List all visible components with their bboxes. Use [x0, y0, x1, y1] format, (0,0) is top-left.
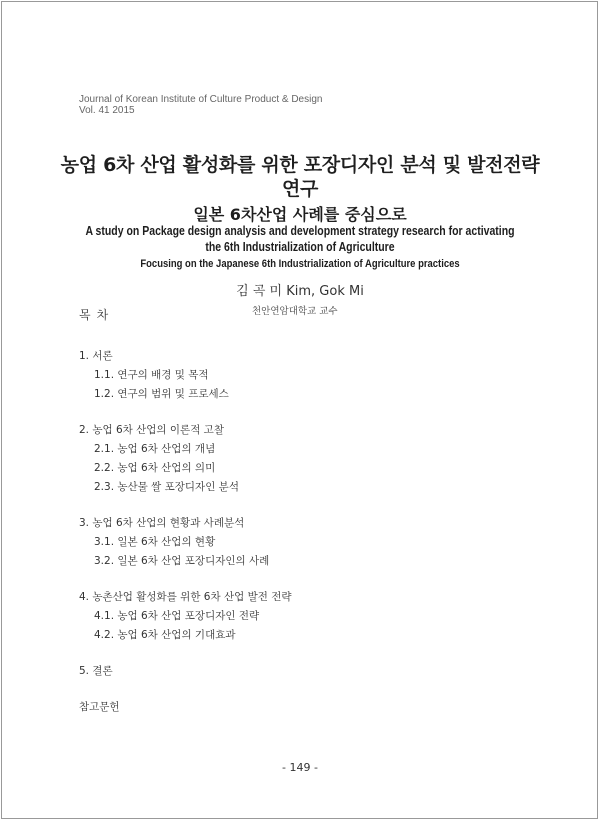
toc-heading: 목차	[79, 308, 115, 322]
toc-section-1[interactable]: 1. 서론	[79, 350, 113, 362]
journal-header	[79, 94, 322, 116]
journal-volume: Vol. 41 2015	[79, 105, 135, 116]
toc-subsection-1-1[interactable]: 1.1. 연구의 배경 및 목적	[94, 369, 209, 381]
toc-references[interactable]: 참고문헌	[79, 701, 120, 713]
title-english-line2: the 6th Industrialization of Agriculture	[205, 240, 395, 254]
toc-subsection-3-1[interactable]: 3.1. 일본 6차 산업의 현황	[94, 536, 216, 548]
toc-subsection-4-1[interactable]: 4.1. 농업 6차 산업 포장디자인 전략	[94, 610, 260, 622]
toc-section-5[interactable]: 5. 결론	[79, 665, 113, 677]
toc-section-3[interactable]: 3. 농업 6차 산업의 현황과 사례분석	[79, 517, 245, 529]
toc-section-4[interactable]: 4. 농촌산업 활성화를 위한 6차 산업 발전 전략	[79, 591, 292, 603]
toc-subsection-4-2[interactable]: 4.2. 농업 6차 산업의 기대효과	[94, 629, 236, 641]
title-korean-line1: 농업 6차 산업 활성화를 위한 포장디자인 분석 및 발전전략	[60, 154, 540, 176]
title-korean-line2: 연구	[281, 178, 319, 200]
toc-subsection-2-1[interactable]: 2.1. 농업 6차 산업의 개념	[94, 443, 216, 455]
journal-name: Journal of Korean Institute of Culture Product & Design	[79, 94, 323, 105]
author-affiliation: 천안연암대학교 교수	[252, 306, 338, 317]
table-of-contents	[79, 347, 292, 717]
toc-section-2[interactable]: 2. 농업 6차 산업의 이론적 고찰	[79, 424, 224, 436]
subtitle-korean: 일본 6차산업 사례를 중심으로	[193, 205, 407, 224]
toc-subsection-3-2[interactable]: 3.2. 일본 6차 산업 포장디자인의 사례	[94, 555, 270, 567]
toc-subsection-2-3[interactable]: 2.3. 농산물 쌀 포장디자인 분석	[94, 481, 239, 493]
toc-subsection-2-2[interactable]: 2.2. 농업 6차 산업의 의미	[94, 462, 216, 474]
page-number: - 149 -	[282, 761, 318, 774]
author-name: 김 곡 미 Kim, Gok Mi	[236, 284, 364, 299]
toc-subsection-1-2[interactable]: 1.2. 연구의 범위 및 프로세스	[94, 388, 229, 400]
title-english-line1: A study on Package design analysis and development strategy research for activating	[85, 224, 515, 238]
subtitle-english: Focusing on the Japanese 6th Industrialization of Agriculture practices	[140, 258, 460, 270]
